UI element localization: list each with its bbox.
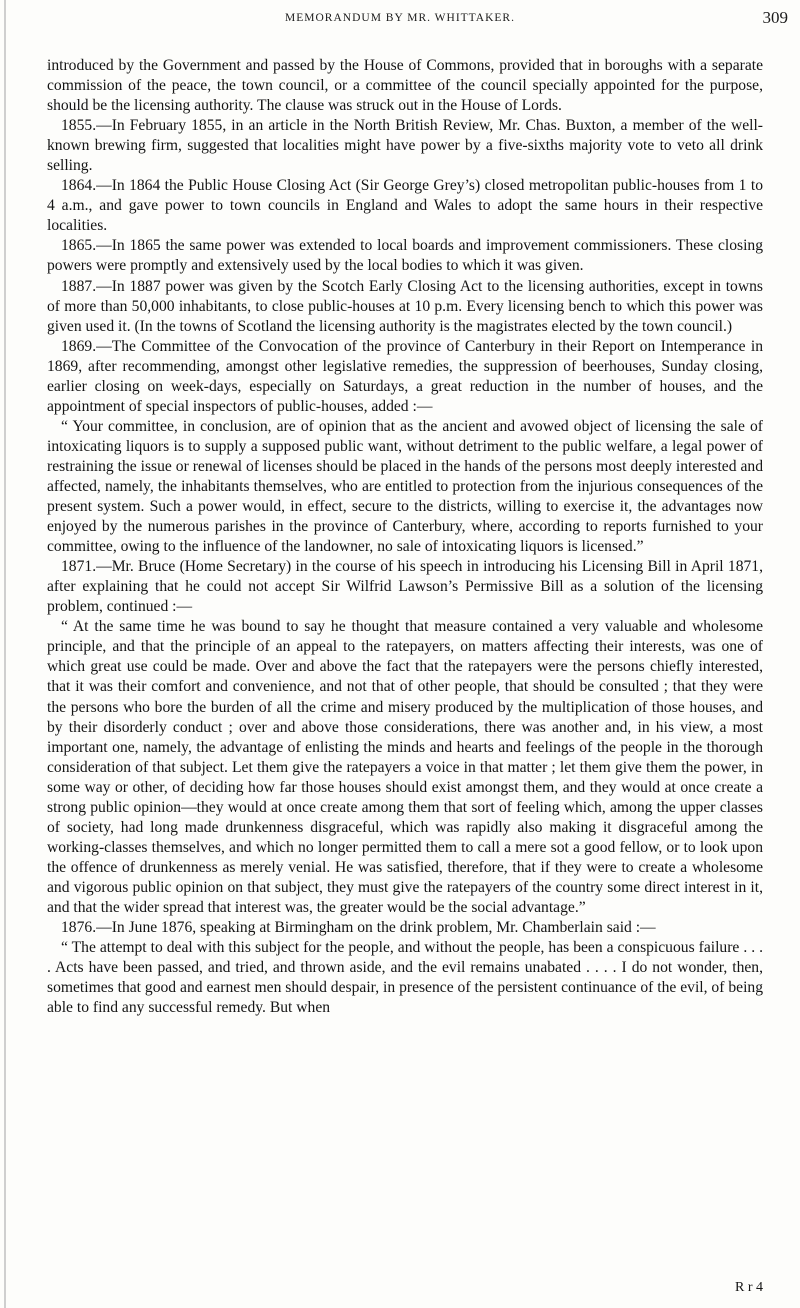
quotation-committee bbox=[47, 417, 763, 557]
quotation-text: “ At the same time he was bound to say he thought that measure contained a very valuable and wholesome principle, and that the principle of an appeal to the ratepayers, on matters affecting their interests, was one of which great use could be made. Over and above the fact that the ratepayers were the persons chiefly interested, that it was their comfort and convenience, and not that of other people, that should be consulted ; that they were the persons who bore the burden of all the crime and misery produced by the multiplication of those houses, and by their disorderly conduct ; over and above those considerations, there was another and, in his view, a most important one, namely, the advantage of enlisting the minds and hearts and feelings of the people in the thorough consideration of that subject. Let them give the ratepayers a voice in that matter ; let them give them the power, in some way or other, of deciding how far those houses should exist amongst them, and they would at once create a strong public opinion—they would at once create among them that sort of feeling which, among the upper classes of society, had long made drunkenness disgraceful, which was rapidly also making it disgraceful among the working-classes themselves, and which no longer permitted them to call a mere sot a good fellow, or to look upon the offence of drunkenness as merely venial. He was satisfied, therefore, that if they were to create a wholesome and vigorous public opinion on that subject, they must give the ratepayers of the country some direct interest in it, and that the wider spread that interest was, the greater would be the social advantage.” bbox=[47, 618, 763, 916]
paragraph-text: —In 1865 the same power was extended to local boards and improvement commissioners. These closing powers were promptly and extensively used by the local bodies to which it was given. bbox=[47, 237, 763, 275]
paragraph-1865 bbox=[47, 236, 763, 276]
paragraph-1871 bbox=[47, 557, 763, 617]
page-edge-shadow bbox=[4, 0, 6, 1308]
quotation-text: “ Your committee, in conclusion, are of opinion that as the ancient and avowed object of licensing the sale of intoxicating liquors is to supply a supposed public want, without detriment to the public welfare, a legal power of restraining the issue or renewal of licenses should be placed in the hands of the persons most deeply interested and affected, namely, the inhabitants themselves, who are entitled to protection from the injurious consequences of the present system. Such a power would, in effect, secure to the districts, willing to exercise it, the advantages now enjoyed by the numerous parishes in the province of Canterbury, where, according to reports furnished to your committee, owing to the influence of the landowner, no sale of intoxicating liquors is licensed.” bbox=[47, 417, 763, 556]
year-label: 1855. bbox=[61, 117, 97, 135]
running-title: MEMORANDUM BY MR. WHITTAKER. bbox=[285, 12, 515, 24]
quotation-chamberlain bbox=[47, 938, 763, 1018]
year-label: 1876. bbox=[61, 919, 97, 937]
year-label: 1864. bbox=[61, 177, 97, 195]
paragraph-text: —The Committee of the Convocation of the province of Canterbury in their Report on Intemperance in 1869, after recommending, amongst other legislative remedies, the suppression of beerhouses, Sunday closing, earlier closing on week-days, especially on Saturdays, a great reduction in the number of houses, and the appointment of special inspectors of public-houses, added :— bbox=[47, 337, 763, 415]
paragraph-1864 bbox=[47, 176, 763, 236]
paragraph-text: —In 1864 the Public House Closing Act (Sir George Grey’s) closed metropolitan public-houses from 1 to 4 a.m., and gave power to town councils in England and Wales to adopt the same hours in their respective localities. bbox=[47, 177, 763, 235]
printer-signature: R r 4 bbox=[735, 1280, 763, 1295]
page-number: 309 bbox=[762, 8, 788, 27]
paragraph-1869 bbox=[47, 337, 763, 417]
paragraph-1887 bbox=[47, 277, 763, 337]
paragraph bbox=[47, 56, 763, 116]
paragraph-text: introduced by the Government and passed by the House of Commons, provided that in boroughs with a separate commission of the peace, the town council, or a committee of the council specially appointed for the purpose, should be the licensing authority. The clause was struck out in the House of Lords. bbox=[47, 57, 763, 115]
year-label: 1869. bbox=[61, 337, 97, 355]
quotation-bruce bbox=[47, 617, 763, 918]
year-label: 1865. bbox=[61, 237, 97, 255]
running-header bbox=[0, 8, 800, 32]
paragraph-text: —In 1887 power was given by the Scotch Early Closing Act to the licensing authorities, except in towns of more than 50,000 inhabitants, to close public-houses at 10 p.m. Every licensing bench to which this power was given used it. (In the towns of Scotland the licensing authority is the magistrates elected by the town council.) bbox=[47, 277, 763, 335]
year-label: 1871. bbox=[61, 558, 97, 576]
paragraph-text: —Mr. Bruce (Home Secretary) in the course of his speech in introducing his Licensing Bill in April 1871, after explaining that he could not accept Sir Wilfrid Lawson’s Permissive Bill as a solution of the licensing problem, continued :— bbox=[47, 558, 763, 616]
paragraph-1855 bbox=[47, 116, 763, 176]
year-label: 1887. bbox=[61, 277, 97, 295]
paragraph-1876 bbox=[47, 918, 763, 938]
paragraph-text: —In June 1876, speaking at Birmingham on the drink problem, Mr. Chamberlain said :— bbox=[96, 919, 656, 937]
quotation-text: “ The attempt to deal with this subject for the people, and without the people, has been a conspicuous failure . . . . Acts have been passed, and tried, and thrown aside, and the evil remains unabated . . . . I do not wonder, then, sometimes that good and earnest men should despair, in presence of the persistent continuance of the evil, of being able to find any successful remedy. But when bbox=[47, 939, 763, 1017]
body-text bbox=[47, 56, 763, 1018]
paragraph-text: —In February 1855, in an article in the North British Review, Mr. Chas. Buxton, a member of the well-known brewing firm, suggested that localities might have power by a five-sixths majority vote to veto all drink selling. bbox=[47, 117, 763, 175]
